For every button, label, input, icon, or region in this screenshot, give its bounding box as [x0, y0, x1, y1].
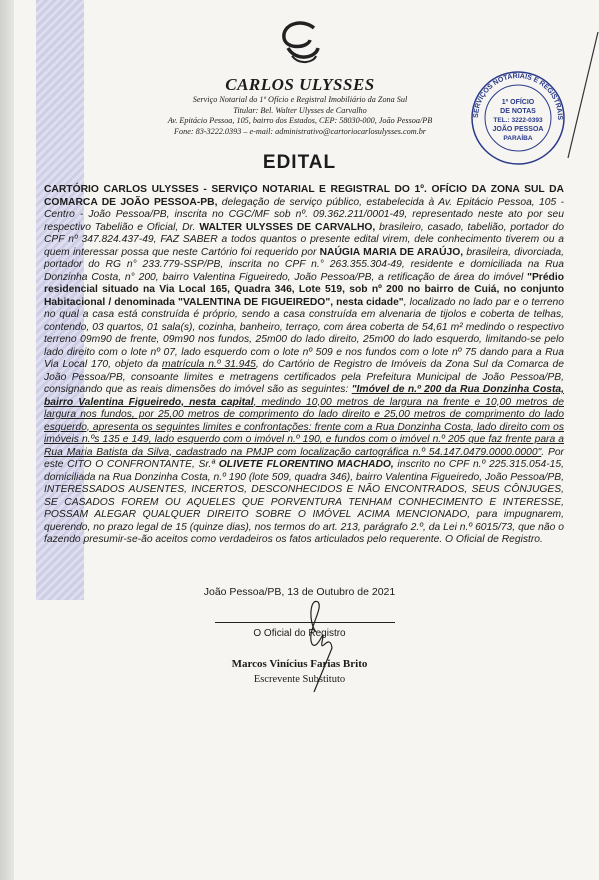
text-segment: . Por este CITO O CONFRONTANTE, Sr.ª — [44, 446, 564, 470]
text-segment: brasileira, divorciada, portador do RG n° 233.779-SSP/PB, inscrita no CPF n.° 263.355.304-49, residente e domiciliada na Rua Donzinha Costa, n° 200, bairro Valentina Figueiredo, João Pessoa/PB, a retificação de área do imóvel — [44, 246, 564, 283]
header-line-2: Titular: Bel. Walter Ulysses de Carvalho — [233, 105, 367, 115]
substitute-role-stamp: Escrevente Substituto — [253, 674, 346, 685]
document-date: João Pessoa/PB, 13 de Outubro de 2021 — [203, 586, 396, 598]
document-title: EDITAL — [262, 152, 337, 173]
header-line-3: Av. Epitácio Pessoa, 105, bairro dos Estados, CEP: 58030-000, João Pessoa/PB — [167, 116, 433, 125]
requerente-name: NAÚGIA MARIA DE ARAÚJO, — [319, 246, 464, 258]
stamp-line-3: TEL.: 3222-0393 — [493, 117, 543, 124]
handwritten-signature — [286, 592, 346, 702]
header-line-1: Serviço Notarial do 1º Ofício e Registral Imobiliário da Zona Sul — [192, 95, 408, 104]
signature-label: O Oficial do Registro — [253, 628, 346, 639]
text-segment: delegação de serviço público, estabelecida à Av. Epitácio Pessoa, 105 - Centro - João Pessoa/PB, inscrita no CGC/MF sob nº. 09.362.211/0001-49, representado neste ato por seu respectivo Tabelião e Oficial, Dr. — [44, 196, 564, 233]
tabeliao-name: WALTER ULYSSES DE CARVALHO, — [199, 221, 376, 233]
letterhead — [110, 18, 490, 137]
substitute-name-stamp: Marcos Vinícius Farias Brito — [231, 658, 368, 670]
stamp-line-1: 1º OFÍCIO — [501, 99, 535, 106]
text-segment: inscrito no CPF n.º 225.315.054-15, domiciliada na Rua Donzinha Costa, n.º 190 (lote 509, quadra 346), bairro Valentina Figueiredo, João Pessoa/PB, INTERESSADOS AUSENTES, INCERTOS, DESCONHECIDOS E NÃO ENCONTRADOS, SEUS CÔNJUGES, SE CASADOS FOREM OU AQUELES QUE PORVENTURA TENHAM CONHECIMENTO E INTERESSE, POSSAM ALEGAR QUALQUER DIREITO SOBRE O IMÓVEL ACIMA MENCIONADO, para impugnarem, querendo, no prazo legal de 15 (quinze dias), nos termos do art. 213, parágrafo 2.º, da Lei n.º 6015/73, que não o fazendo presumir-se-ão aceitos como verdadeiros os fatos articulados pelo requerente. O Oficial de Registro. — [44, 459, 564, 545]
text-segment: brasileiro, casado, tabelião, portador do CPF nº 347.824.437-49, FAZ SABER a todos quantos o presente edital virem, dele conhecimento tiverem ou a quem interessar possa que neste Cartório foi requerido por — [44, 221, 564, 258]
header-line-4: Fone: 83-3222.0393 – e-mail: administrativo@cartoriocarlosulysses.com.br — [174, 126, 426, 136]
signature-line — [215, 622, 395, 623]
property-description: "Prédio residencial situado na Via Local 165, Quadra 346, Lote 519, sob nº 200 no bairro de Cuiá, no conjunto Habitacional / denominada "VALENTINA DE FIGUEIREDO", nesta cidade" — [44, 271, 564, 308]
edital-body — [44, 184, 564, 547]
notary-logo-icon — [270, 18, 330, 68]
confrontante-name: OLIVETE FLORENTINO MACHADO, — [218, 459, 394, 470]
text-segment: , do Cartório de Registro de Imóveis da Zona Sul da Comarca de João Pessoa/PB, consoante limites e metragens certificados pela Prefeitura Municipal de João Pessoa/PB, consignando que as reais dimensões do imóvel são as seguintes: — [44, 359, 564, 395]
opening-bold: CARTÓRIO CARLOS ULYSSES - SERVIÇO NOTARIAL E REGISTRAL DO 1º. OFÍCIO DA ZONA SUL DA COMARCA DE JOÃO PESSOA-PB, — [44, 184, 564, 208]
stamp-line-5: PARAÍBA — [503, 135, 533, 142]
stamp-ring-text: SERVIÇOS NOTARIAIS E REGISTRAIS — [472, 72, 564, 121]
edital-paragraph — [44, 184, 564, 547]
matricula-reference: matrícula n.º 31.945 — [162, 359, 256, 370]
property-address: "Imóvel de n.º 200 da Rua Donzinha Costa, bairro Valentina Figueiredo, nesta capital — [44, 384, 564, 408]
page-shadow — [0, 0, 14, 880]
stamp-line-4: JOÃO PESSOA — [492, 126, 544, 133]
property-measurements: , medindo 10,00 metros de largura na frente e 10,00 metros de largura nos fundos, por 25,00 metros de comprimento do lado direito e 25,00 metros de comprimento do lado esquerdo, apresenta os seguintes limites e confrontações: frente com a Rua Donzinha Costa, lado direito com os imóveis n.ºs 135 e 149, lado esquerdo com o imóvel n.º 190, e fundos com o imóvel n.º 205 que faz frente para a Rua Maria Batista da Silva, cadastrado na PMJP com localização cartográfica n.º 54.147.0479.0000.0000" — [44, 396, 564, 458]
stamp-line-2: DE NOTAS — [500, 108, 536, 115]
brand-name: CARLOS ULYSSES — [225, 75, 375, 94]
text-segment: , localizado no lado par e o terreno no qual a casa está construída é próprio, sendo a casa construída em alvenaria de tijolos e coberta de telhas, contendo, 03 quartos, 01 sala(s), cozinha, banheiro, terraço, com área coberta de 54,61 m² medindo o respectivo terreno 09m90 de frente, 09m90 nos fundos, 25m00 do lado direito, 25m00 do lado esquerdo, limitando-se pelo lado direito com o lote nº 07, lado esquerdo com o lote nº 509 e nos fundos com o lote nº 75 dando para a Rua Via Local 170, objeto da — [44, 296, 564, 370]
